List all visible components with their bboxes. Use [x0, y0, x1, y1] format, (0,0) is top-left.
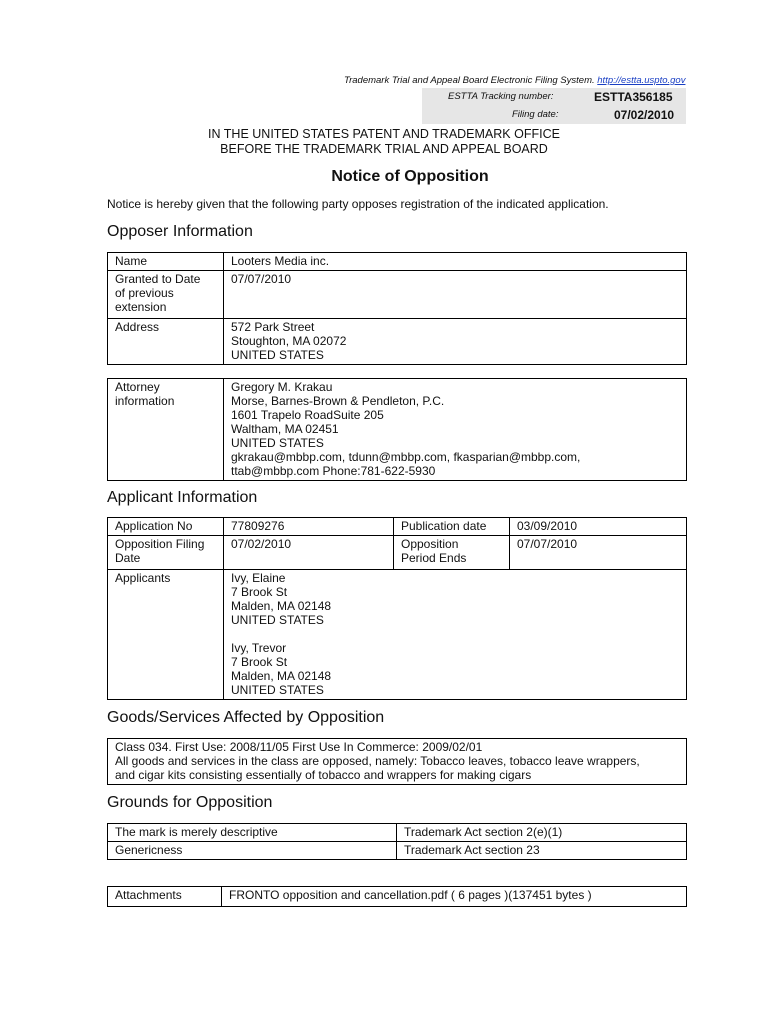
attorney-label: Attorney information — [108, 379, 224, 481]
applicant-table — [107, 517, 687, 700]
table-row — [108, 824, 687, 842]
ground-1: The mark is merely descriptive — [108, 824, 397, 842]
attachments-label: Attachments — [108, 887, 222, 907]
ground-1-section: Trademark Act section 2(e)(1) — [397, 824, 687, 842]
name-value: Looters Media inc. — [224, 253, 687, 271]
page-title: Notice of Opposition — [331, 168, 489, 185]
goods-table — [107, 738, 687, 785]
granted-label: Granted to Date of previous extension — [108, 271, 224, 319]
table-row — [108, 379, 687, 481]
system-header — [344, 75, 685, 86]
attachments-table — [107, 886, 687, 907]
court-line-2: BEFORE THE TRADEMARK TRIAL AND APPEAL BOARD — [220, 142, 548, 156]
applicant-heading: Applicant Information — [107, 489, 258, 506]
table-row — [108, 319, 687, 365]
app-no-label: Application No — [108, 518, 224, 536]
notice-text: Notice is hereby given that the following party opposes registration of the indicated application. — [107, 197, 609, 211]
grounds-heading: Grounds for Opposition — [107, 794, 273, 811]
filing-date-row — [422, 106, 686, 124]
attachments-value: FRONTO opposition and cancellation.pdf ( 6 pages )(137451 bytes ) — [222, 887, 687, 907]
name-label: Name — [108, 253, 224, 271]
pub-date-value: 03/09/2010 — [510, 518, 687, 536]
attorney-value: Gregory M. Krakau Morse, Barnes-Brown & Pendleton, P.C. 1601 Trapelo RoadSuite 205 Waltham, MA 02451 UNITED STATES gkrakau@mbbp.com, tdunn@mbbp.com, fkasparian@mbbp.com, ttab@mbbp.com Phone:781-622-5930 — [224, 379, 687, 481]
filing-date-label: Filing date: — [512, 109, 559, 120]
ground-2: Genericness — [108, 842, 397, 860]
table-row — [108, 570, 687, 700]
opposer-heading: Opposer Information — [107, 223, 253, 240]
table-row — [108, 842, 687, 860]
opp-filing-label: Opposition Filing Date — [108, 536, 224, 570]
app-no-value: 77809276 — [224, 518, 394, 536]
ground-2-section: Trademark Act section 23 — [397, 842, 687, 860]
goods-text: Class 034. First Use: 2008/11/05 First Use In Commerce: 2009/02/01 All goods and services in the class are opposed, namely: Tobacco leaves, tobacco leave wrappers, and cigar kits consisting essentially of tobacco and wrappers for making cigars — [108, 739, 687, 785]
table-row — [108, 739, 687, 785]
table-row — [108, 887, 687, 907]
opp-filing-value: 07/02/2010 — [224, 536, 394, 570]
table-row — [108, 271, 687, 319]
goods-heading: Goods/Services Affected by Opposition — [107, 709, 385, 726]
system-text: Trademark Trial and Appeal Board Electronic Filing System. — [344, 75, 595, 86]
opp-period-label: Opposition Period Ends — [394, 536, 510, 570]
tracking-row — [422, 88, 686, 106]
estta-link[interactable]: http://estta.uspto.gov — [597, 75, 686, 86]
attorney-table — [107, 378, 687, 481]
address-value: 572 Park Street Stoughton, MA 02072 UNITED STATES — [224, 319, 687, 365]
opp-period-value: 07/07/2010 — [510, 536, 687, 570]
table-row — [108, 536, 687, 570]
pub-date-label: Publication date — [394, 518, 510, 536]
table-row — [108, 253, 687, 271]
filing-date-value: 07/02/2010 — [614, 108, 675, 122]
tracking-label: ESTTA Tracking number: — [448, 91, 554, 102]
court-line-1: IN THE UNITED STATES PATENT AND TRADEMARK OFFICE — [208, 127, 560, 141]
applicants-value: Ivy, Elaine 7 Brook St Malden, MA 02148 UNITED STATES Ivy, Trevor 7 Brook St Malden, MA 02148 UNITED STATES — [224, 570, 687, 700]
table-row — [108, 518, 687, 536]
opposer-table — [107, 252, 687, 365]
granted-value: 07/07/2010 — [224, 271, 687, 319]
applicants-label: Applicants — [108, 570, 224, 700]
grounds-table — [107, 823, 687, 860]
address-label: Address — [108, 319, 224, 365]
tracking-number: ESTTA356185 — [594, 90, 673, 104]
